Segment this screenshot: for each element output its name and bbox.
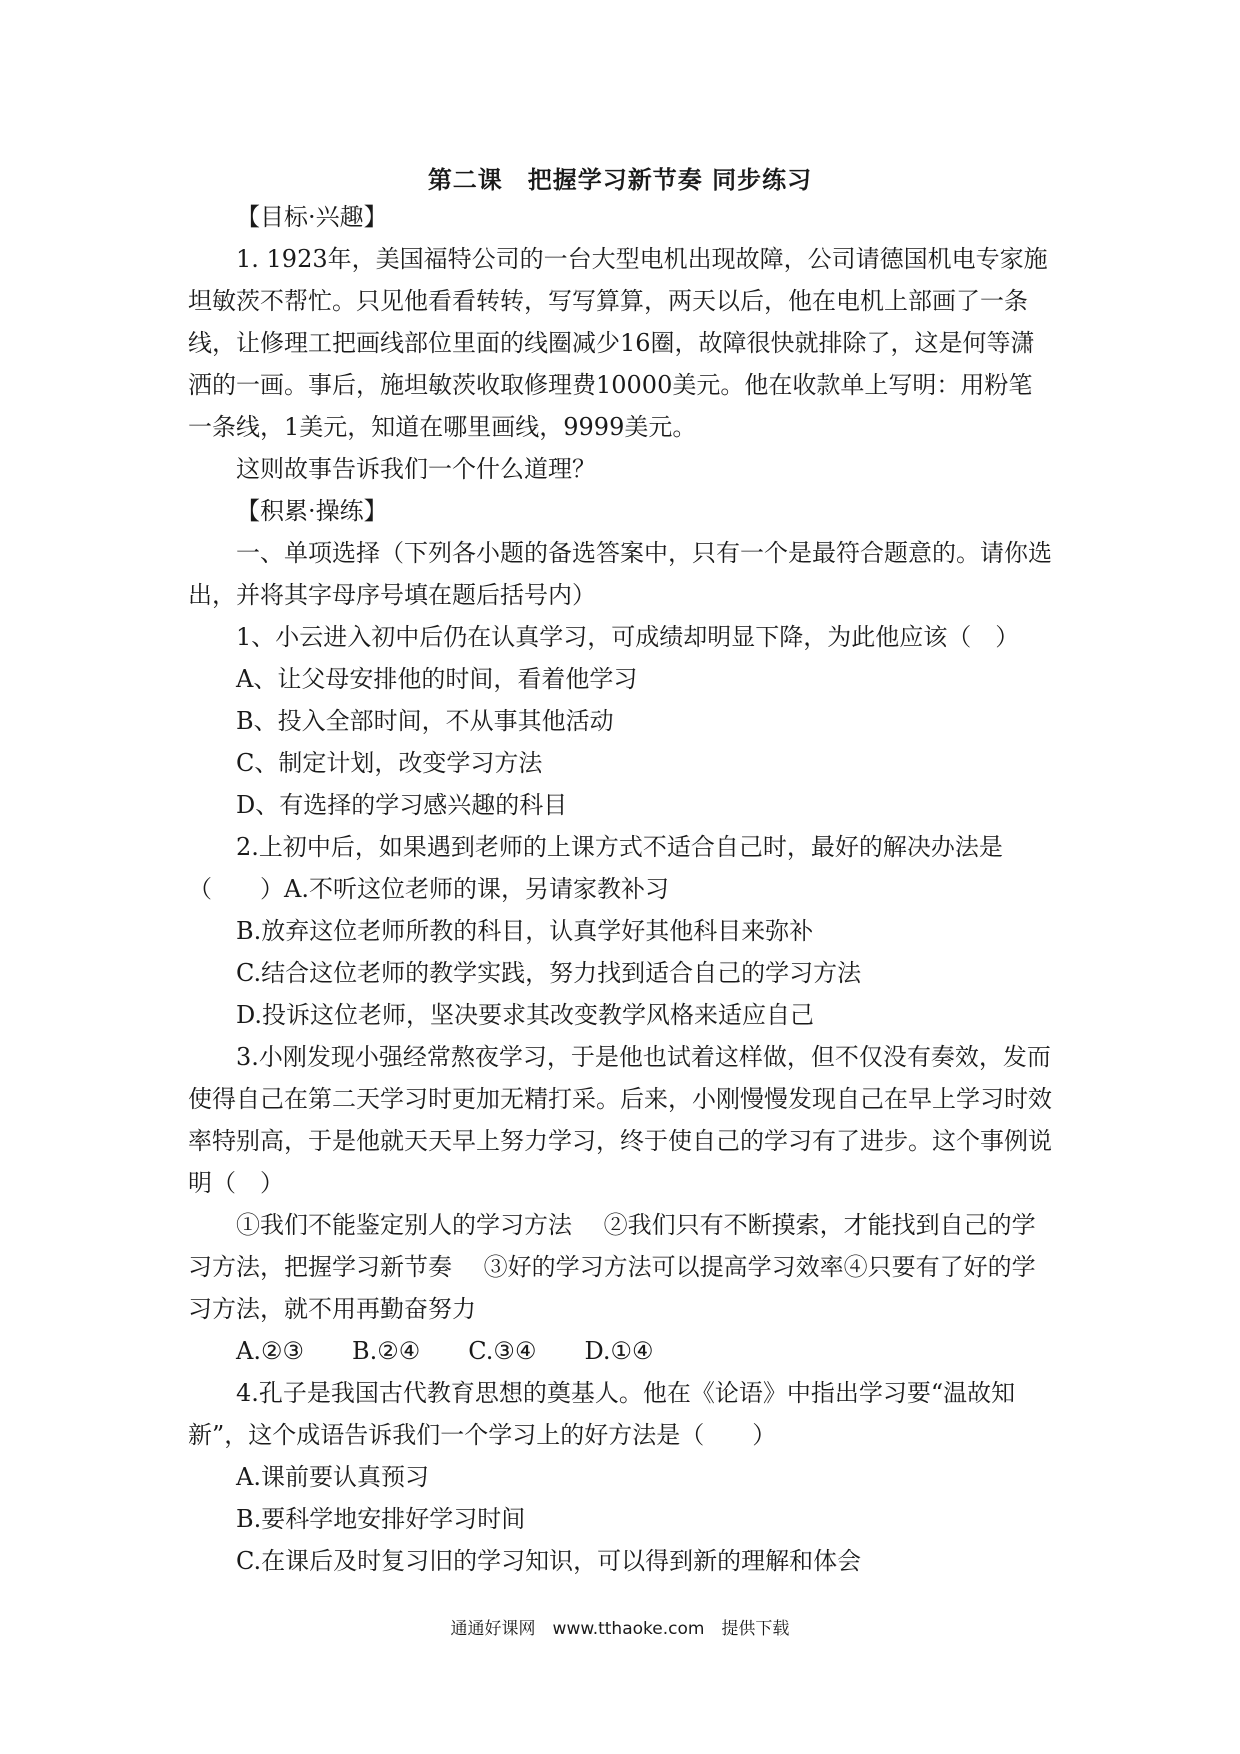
question-2-option-c: C.结合这位老师的教学实践，努力找到适合自己的学习方法 — [236, 959, 862, 987]
question-4-option-b: B.要科学地安排好学习时间 — [236, 1505, 526, 1533]
question-2-stem: 2.上初中后，如果遇到老师的上课方式不适合自己时，最好的解决办法是（ ）A.不听这位老师的课，另请家教补习 — [188, 833, 1003, 903]
story-question: 这则故事告诉我们一个什么道理？ — [236, 455, 596, 483]
question-3-stem: 3.小刚发现小强经常熬夜学习，于是他也试着这样做，但不仅没有奏效，发而使得自己在第二天学习时更加无精打采。后来，小刚慢慢发现自己在早上学习时效率特别高，于是他就天天早上努力学习，终于使自己的学习有了进步。这个事例说明（ ） — [188, 1043, 1052, 1197]
question-1-option-b: B、投入全部时间，不从事其他活动 — [236, 707, 614, 735]
question-1-option-c: C、制定计划，改变学习方法 — [236, 749, 543, 777]
question-1-option-a: A、让父母安排他的时间，看着他学习 — [236, 665, 638, 693]
document-body — [188, 196, 1056, 1582]
instructions-paragraph: 一、单项选择（下列各小题的备选答案中，只有一个是最符合题意的。请你选出，并将其字母序号填在题后括号内） — [188, 539, 1052, 609]
question-4-option-a: A.课前要认真预习 — [236, 1463, 429, 1491]
section-heading-practice: 【积累·操练】 — [236, 497, 388, 525]
page-footer: 通通好课网 www.tthaoke.com 提供下载 — [450, 1619, 790, 1639]
section-heading-goals: 【目标·兴趣】 — [236, 203, 388, 231]
question-3-statements: ①我们不能鉴定别人的学习方法 ②我们只有不断摸索，才能找到自己的学习方法，把握学习新节奏 ③好的学习方法可以提高学习效率④只要有了好的学习方法，就不用再勤奋努力 — [188, 1211, 1036, 1323]
question-4-stem: 4.孔子是我国古代教育思想的奠基人。他在《论语》中指出学习要“温故知新”，这个成语告诉我们一个学习上的好方法是（ ） — [188, 1379, 1016, 1449]
question-3-options: A.②③ B.②④ C.③④ D.①④ — [236, 1337, 654, 1365]
question-4-option-c: C.在课后及时复习旧的学习知识，可以得到新的理解和体会 — [236, 1547, 862, 1575]
story-paragraph: 1. 1923年，美国福特公司的一台大型电机出现故障，公司请德国机电专家施坦敏茨不帮忙。只见他看看转转，写写算算，两天以后，他在电机上部画了一条线，让修理工把画线部位里面的线圈减少16圈，故障很快就排除了，这是何等潇洒的一画。事后，施坦敏茨收取修理费10000美元。他在收款单上写明：用粉笔一条线，1美元，知道在哪里画线，9999美元。 — [188, 245, 1048, 441]
question-1-option-d: D、有选择的学习感兴趣的科目 — [236, 791, 568, 819]
question-2-option-b: B.放弃这位老师所教的科目，认真学好其他科目来弥补 — [236, 917, 814, 945]
question-1-stem: 1、小云进入初中后仍在认真学习，可成绩却明显下降，为此他应该（ ） — [236, 623, 1020, 651]
page-title: 第二课 把握学习新节奏 同步练习 — [427, 165, 813, 194]
question-2-option-d: D.投诉这位老师，坚决要求其改变教学风格来适应自己 — [236, 1001, 815, 1029]
